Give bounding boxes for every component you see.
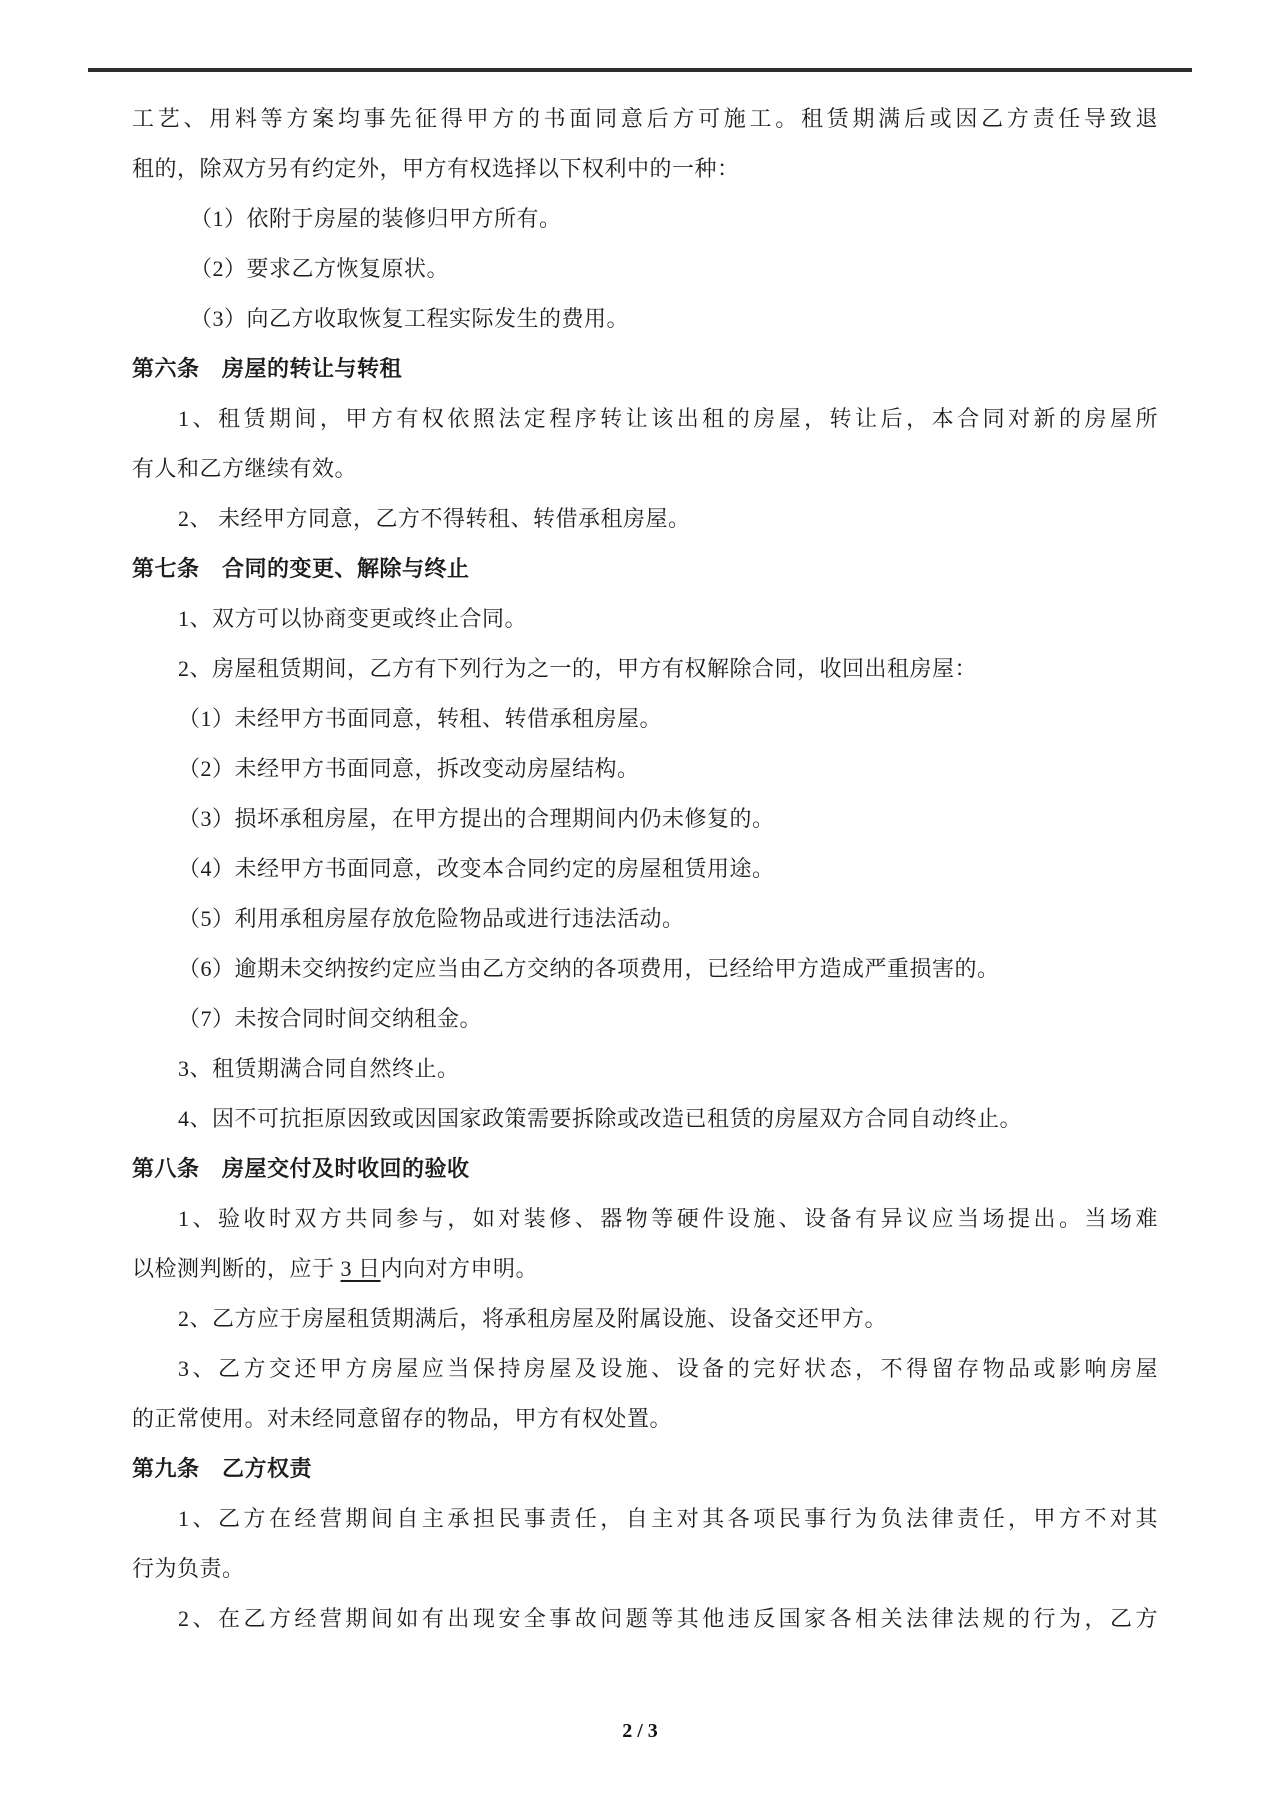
clause-7-item-2-sub-6: （6）逾期未交纳按约定应当由乙方交纳的各项费用，已经给甲方造成严重损害的。 [178, 956, 1000, 981]
clause-7-item-2-sub-3: （3）损坏承租房屋，在甲方提出的合理期间内仍未修复的。 [178, 806, 775, 831]
clause-9-heading: 第九条 乙方权责 [132, 1456, 313, 1481]
clause-8-item-3-line-1: 3、乙方交还甲方房屋应当保持房屋及设施、设备的完好状态，不得留存物品或影响房屋 [178, 1356, 1158, 1381]
clause-9-item-1-line-1: 1、乙方在经营期间自主承担民事责任，自主对其各项民事行为负法律责任，甲方不对其 [178, 1506, 1158, 1531]
clause-7-item-4: 4、因不可抗拒原因致或因国家政策需要拆除或改造已租赁的房屋双方合同自动终止。 [178, 1106, 1023, 1131]
clause-5-continuation-line-1: 工艺、用料等方案均事先征得甲方的书面同意后方可施工。租赁期满后或因乙方责任导致退 [132, 106, 1158, 131]
clause-5-option-3: （3）向乙方收取恢复工程实际发生的费用。 [190, 306, 630, 331]
header-rule [88, 68, 1192, 72]
clause-5-continuation-line-2: 租的，除双方另有约定外，甲方有权选择以下权利中的一种： [132, 156, 740, 181]
clause-8-item-1-line-1: 1、验收时双方共同参与，如对装修、器物等硬件设施、设备有异议应当场提出。当场难 [178, 1206, 1158, 1231]
clause-7-item-2-sub-5: （5）利用承租房屋存放危险物品或进行违法活动。 [178, 906, 685, 931]
clause-8-item-1-line-2 [132, 1244, 1158, 1294]
clause-8-item-2: 2、乙方应于房屋租赁期满后，将承租房屋及附属设施、设备交还甲方。 [178, 1306, 888, 1331]
clause-6-item-1-line-2: 有人和乙方继续有效。 [132, 456, 358, 481]
clause-9-item-1-line-2: 行为负责。 [132, 1556, 245, 1581]
deadline-days-underlined: 3 日 [340, 1256, 381, 1281]
clause-7-item-3: 3、租赁期满合同自然终止。 [178, 1056, 460, 1081]
clause-7-heading: 第七条 合同的变更、解除与终止 [132, 556, 470, 581]
clause-6-item-1-line-1: 1、租赁期间，甲方有权依照法定程序转让该出租的房屋，转让后，本合同对新的房屋所 [178, 406, 1158, 431]
clause-7-item-2-sub-1: （1）未经甲方书面同意，转租、转借承租房屋。 [178, 706, 663, 731]
page-number: 2 / 3 [622, 1720, 658, 1742]
clause-8-heading: 第八条 房屋交付及时收回的验收 [132, 1156, 470, 1181]
clause-5-option-2: （2）要求乙方恢复原状。 [190, 256, 450, 281]
clause-8-item-1-line-2-post: 内向对方申明。 [380, 1256, 539, 1281]
clause-7-item-2-sub-2: （2）未经甲方书面同意，拆改变动房屋结构。 [178, 756, 640, 781]
clause-6-heading: 第六条 房屋的转让与转租 [132, 356, 403, 381]
clause-8-item-3-line-2: 的正常使用。对未经同意留存的物品，甲方有权处置。 [132, 1406, 673, 1431]
clause-8-item-1-line-2-pre: 以检测判断的，应于 [132, 1256, 341, 1281]
clause-5-option-1: （1）依附于房屋的装修归甲方所有。 [190, 206, 562, 231]
clause-9-item-2-line-1: 2、在乙方经营期间如有出现安全事故问题等其他违反国家各相关法律法规的行为，乙方 [178, 1606, 1158, 1631]
clause-6-item-2: 2、 未经甲方同意，乙方不得转租、转借承租房屋。 [178, 506, 691, 531]
clause-7-item-2: 2、房屋租赁期间，乙方有下列行为之一的，甲方有权解除合同，收回出租房屋： [178, 656, 978, 681]
clause-7-item-2-sub-4: （4）未经甲方书面同意，改变本合同约定的房屋租赁用途。 [178, 856, 775, 881]
contract-body [132, 94, 1158, 1644]
clause-7-item-1: 1、双方可以协商变更或终止合同。 [178, 606, 528, 631]
clause-7-item-2-sub-7: （7）未按合同时间交纳租金。 [178, 1006, 483, 1031]
